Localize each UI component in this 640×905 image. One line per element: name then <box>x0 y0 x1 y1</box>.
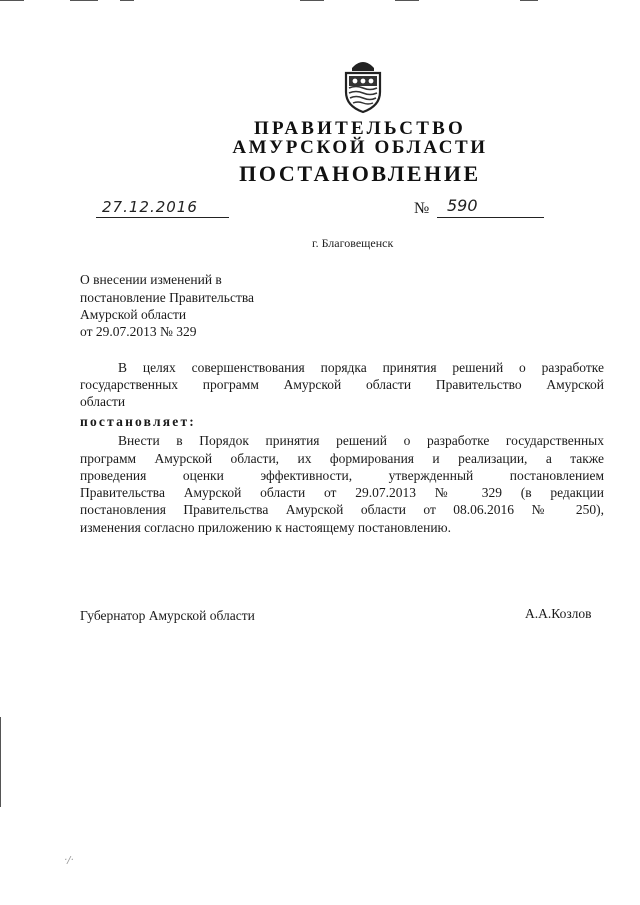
scan-artifact <box>0 0 24 1</box>
government-title: ПРАВИТЕЛЬСТВО <box>254 118 466 139</box>
body-text-line: проведения оценки эффективности, утвержденный постановлением <box>80 468 604 483</box>
scan-artifact <box>70 0 98 1</box>
number-underline <box>437 217 544 218</box>
subject-line: О внесении изменений в <box>80 272 222 287</box>
scan-artifact <box>120 0 134 1</box>
signatory-title: Губернатор Амурской области <box>80 608 255 623</box>
handwritten-date: 27.12.2016 <box>102 198 198 216</box>
body-text-line: области <box>80 394 126 409</box>
subject-line: Амурской области <box>80 307 187 322</box>
coat-of-arms-icon <box>340 58 386 114</box>
date-underline <box>96 217 229 218</box>
scan-artifact <box>300 0 324 1</box>
number-label: № <box>414 200 430 217</box>
city-label: г. Благовещенск <box>312 236 394 250</box>
document-type-title: ПОСТАНОВЛЕНИЕ <box>239 161 481 186</box>
subject-line: постановление Правительства <box>80 290 255 305</box>
subject-line: от 29.07.2013 № 329 <box>80 324 197 339</box>
signatory-name: А.А.Козлов <box>525 606 592 621</box>
body-text-line: Правительства Амурской области от 29.07.2013 № 329 (в редакции <box>80 485 604 500</box>
decree-word: постановляет: <box>80 414 196 429</box>
body-text-line: программ Амурской области, их формирования и реализации, а также <box>80 451 604 466</box>
body-text-line: постановления Правительства Амурской области от 08.06.2016 № 250), <box>80 502 604 517</box>
scan-artifact <box>0 717 1 807</box>
region-title: АМУРСКОЙ ОБЛАСТИ <box>232 137 488 158</box>
body-text-line: изменения согласно приложению к настоящему постановлению. <box>80 520 452 535</box>
scan-artifact <box>395 0 419 1</box>
handwritten-number: 590 <box>447 196 478 215</box>
scan-artifact <box>520 0 538 1</box>
body-text-line: В целях совершенствования порядка принятия решений о разработке <box>118 360 604 375</box>
body-text-line: Внести в Порядок принятия решений о разработке государственных <box>118 433 604 448</box>
body-text-line: государственных программ Амурской области Правительство Амурской <box>80 377 604 392</box>
scan-footer-mark: ·/· <box>64 855 74 866</box>
